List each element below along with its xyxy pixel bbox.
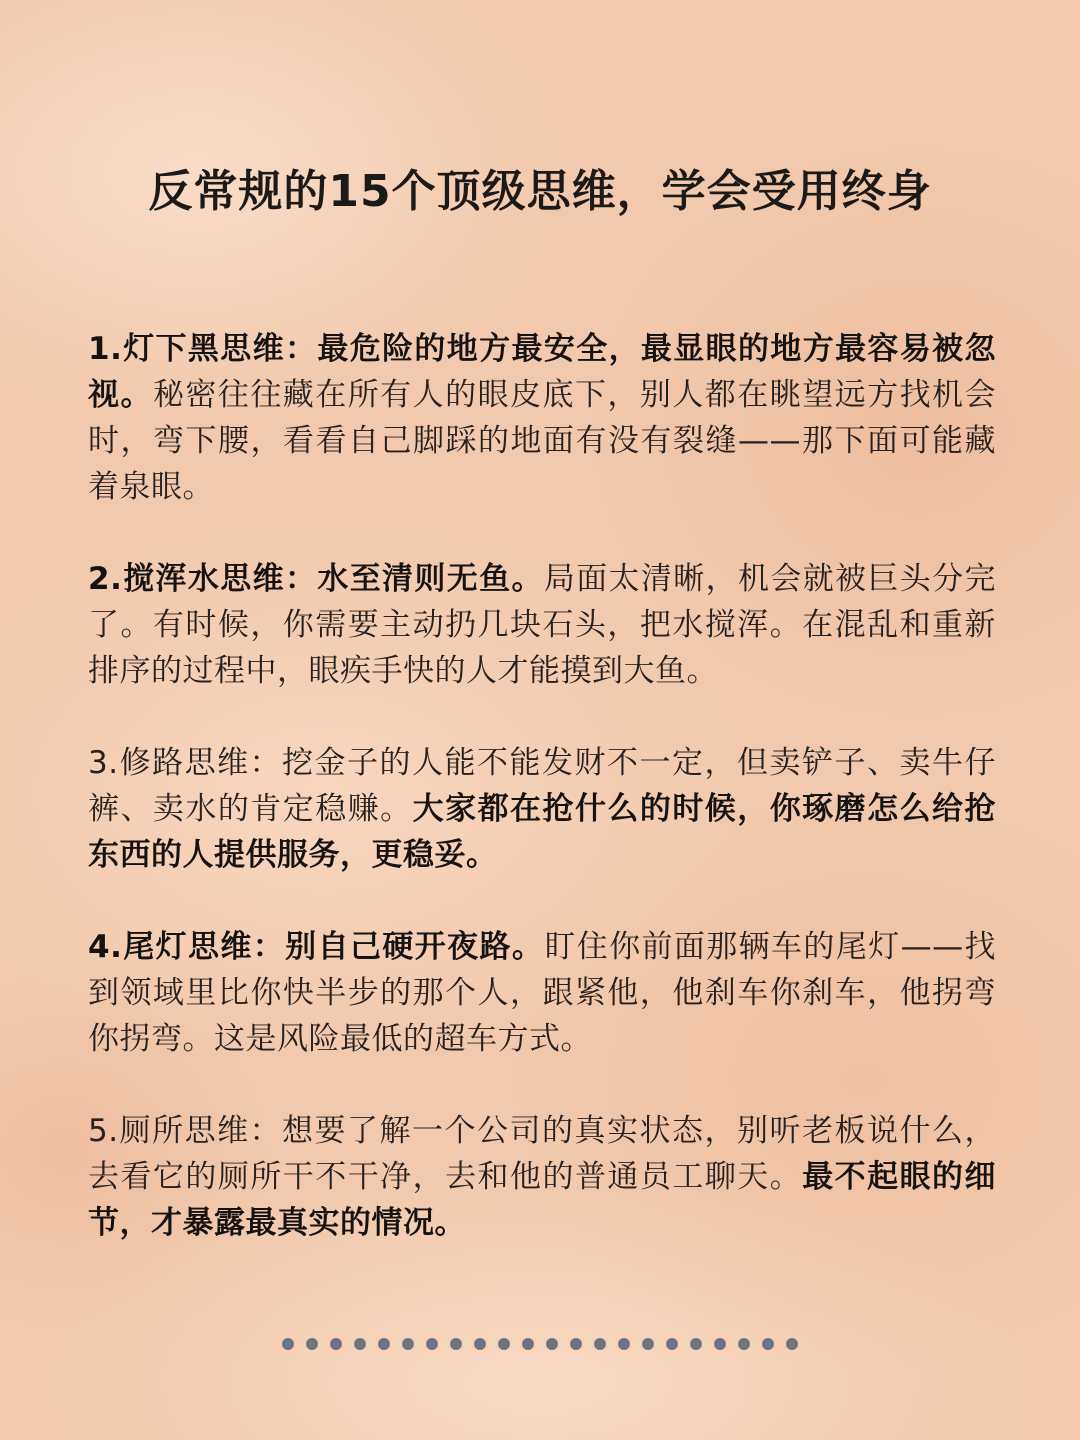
paragraph-1 bbox=[88, 326, 996, 510]
pagination-dot bbox=[330, 1338, 342, 1350]
paragraph-2-bold: 2.搅浑水思维：水至清则无鱼。 bbox=[88, 561, 544, 597]
paragraph-4-text: 盯住你前面那辆车的尾灯——找到领域里比你快半步的那个人，跟紧他，他刹车你刹车，他拐弯你拐弯。这是风险最低的超车方式。 bbox=[88, 929, 996, 1057]
pagination-dot bbox=[402, 1338, 414, 1350]
pagination-dot bbox=[282, 1338, 294, 1350]
paragraph-5-text: 5.厕所思维：想要了解一个公司的真实状态，别听老板说什么，去看它的厕所干不干净，去和他的普通员工聊天。 bbox=[88, 1113, 996, 1195]
paragraph-3 bbox=[88, 740, 996, 878]
paragraph-3-text: 3.修路思维：挖金子的人能不能发财不一定，但卖铲子、卖牛仔裤、卖水的肯定稳赚。 bbox=[88, 745, 996, 827]
page-title: 反常规的15个顶级思维，学会受用终身 bbox=[148, 166, 932, 217]
paragraph-2 bbox=[88, 556, 996, 694]
article-body bbox=[88, 326, 996, 1292]
pagination-dot bbox=[306, 1338, 318, 1350]
pagination-dots bbox=[0, 1338, 1080, 1352]
paragraph-5 bbox=[88, 1108, 996, 1246]
pagination-dot bbox=[762, 1338, 774, 1350]
paragraph-4 bbox=[88, 924, 996, 1062]
pagination-dot bbox=[378, 1338, 390, 1350]
paragraph-2-text: 局面太清晰，机会就被巨头分完了。有时候，你需要主动扔几块石头，把水搅浑。在混乱和重新排序的过程中，眼疾手快的人才能摸到大鱼。 bbox=[88, 561, 996, 689]
pagination-dot bbox=[570, 1338, 582, 1350]
pagination-dot bbox=[474, 1338, 486, 1350]
pagination-dot bbox=[354, 1338, 366, 1350]
pagination-dot bbox=[546, 1338, 558, 1350]
pagination-dot bbox=[666, 1338, 678, 1350]
pagination-dot bbox=[786, 1338, 798, 1350]
pagination-dot bbox=[522, 1338, 534, 1350]
pagination-dot bbox=[618, 1338, 630, 1350]
pagination-dot bbox=[690, 1338, 702, 1350]
paragraph-1-text: 秘密往往藏在所有人的眼皮底下，别人都在眺望远方找机会时，弯下腰，看看自己脚踩的地面有没有裂缝——那下面可能藏着泉眼。 bbox=[88, 377, 997, 505]
pagination-dot bbox=[426, 1338, 438, 1350]
pagination-dot bbox=[642, 1338, 654, 1350]
pagination-dot bbox=[738, 1338, 750, 1350]
paragraph-5-bold: 最不起眼的细节，才暴露最真实的情况。 bbox=[88, 1159, 997, 1241]
paragraph-4-bold: 4.尾灯思维：别自己硬开夜路。 bbox=[88, 929, 545, 965]
pagination-dot bbox=[714, 1338, 726, 1350]
pagination-dot bbox=[498, 1338, 510, 1350]
paragraph-3-bold: 大家都在抢什么的时候，你琢磨怎么给抢东西的人提供服务，更稳妥。 bbox=[88, 791, 997, 873]
pagination-dot bbox=[594, 1338, 606, 1350]
paragraph-1-bold: 1.灯下黑思维：最危险的地方最安全，最显眼的地方最容易被忽视。 bbox=[88, 331, 996, 413]
pagination-dot bbox=[450, 1338, 462, 1350]
